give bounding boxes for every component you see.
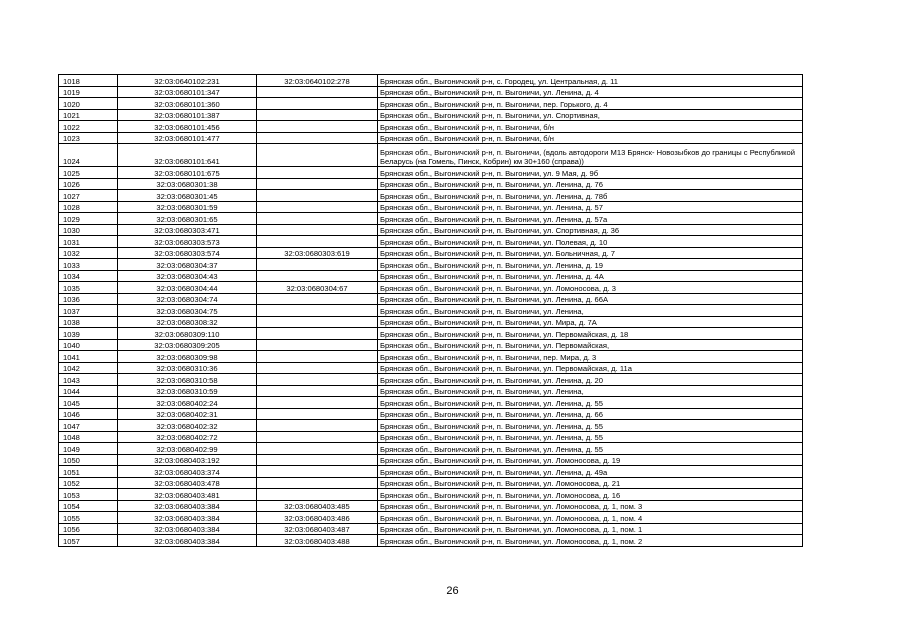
table-row — [59, 224, 803, 236]
cadastral-number-cell: 32:03:0680101:387 — [118, 109, 257, 121]
cadastral-number-cell: 32:03:0680403:374 — [118, 466, 257, 478]
related-cadastral-number-cell: 32:03:0680403:488 — [257, 535, 378, 547]
row-number-cell: 1044 — [59, 385, 118, 397]
address-cell: Брянская обл., Выгоничский р-н, п. Выгоничи, пер. Мира, д. 3 — [378, 351, 803, 363]
related-cadastral-number-cell — [257, 362, 378, 374]
cadastral-number-cell: 32:03:0680308:32 — [118, 316, 257, 328]
row-number-cell: 1038 — [59, 316, 118, 328]
table-row — [59, 109, 803, 121]
table-row — [59, 213, 803, 225]
cadastral-number-cell: 32:03:0680101:456 — [118, 121, 257, 133]
cadastral-number-cell: 32:03:0680402:32 — [118, 420, 257, 432]
address-cell: Брянская обл., Выгоничский р-н, п. Выгоничи, ул. Ленина, д. 57 — [378, 201, 803, 213]
related-cadastral-number-cell — [257, 144, 378, 167]
related-cadastral-number-cell — [257, 121, 378, 133]
related-cadastral-number-cell — [257, 98, 378, 110]
related-cadastral-number-cell — [257, 236, 378, 248]
address-cell: Брянская обл., Выгоничский р-н, п. Выгоничи, ул. Ленина, — [378, 385, 803, 397]
related-cadastral-number-cell: 32:03:0680304:67 — [257, 282, 378, 294]
row-number-cell: 1057 — [59, 535, 118, 547]
row-number-cell: 1027 — [59, 190, 118, 202]
cadastral-number-cell: 32:03:0680402:72 — [118, 431, 257, 443]
cadastral-number-cell: 32:03:0680403:384 — [118, 500, 257, 512]
table-row — [59, 293, 803, 305]
row-number-cell: 1042 — [59, 362, 118, 374]
related-cadastral-number-cell — [257, 213, 378, 225]
table-row — [59, 397, 803, 409]
row-number-cell: 1053 — [59, 489, 118, 501]
row-number-cell: 1039 — [59, 328, 118, 340]
cadastral-number-cell: 32:03:0680301:65 — [118, 213, 257, 225]
table-row — [59, 420, 803, 432]
address-cell: Брянская обл., Выгоничский р-н, п. Выгоничи, ул. Ленина, д. 55 — [378, 431, 803, 443]
address-cell: Брянская обл., Выгоничский р-н, с. Городец, ул. Центральная, д. 11 — [378, 75, 803, 87]
related-cadastral-number-cell — [257, 190, 378, 202]
related-cadastral-number-cell: 32:03:0680303:619 — [257, 247, 378, 259]
cadastral-number-cell: 32:03:0680304:44 — [118, 282, 257, 294]
related-cadastral-number-cell — [257, 397, 378, 409]
related-cadastral-number-cell — [257, 489, 378, 501]
table-row — [59, 121, 803, 133]
row-number-cell: 1029 — [59, 213, 118, 225]
address-cell: Брянская обл., Выгоничский р-н, п. Выгоничи, ул. Ленина, д. 49а — [378, 466, 803, 478]
cadastral-number-cell: 32:03:0680402:31 — [118, 408, 257, 420]
cadastral-number-cell: 32:03:0680301:45 — [118, 190, 257, 202]
table-row — [59, 201, 803, 213]
related-cadastral-number-cell — [257, 454, 378, 466]
address-cell: Брянская обл., Выгоничский р-н, п. Выгоничи, ул. Первомайская, — [378, 339, 803, 351]
related-cadastral-number-cell — [257, 259, 378, 271]
address-cell: Брянская обл., Выгоничский р-н, п. Выгоничи, ул. Ломоносова, д. 1, пом. 4 — [378, 512, 803, 524]
cadastral-number-cell: 32:03:0680310:59 — [118, 385, 257, 397]
related-cadastral-number-cell — [257, 443, 378, 455]
address-cell: Брянская обл., Выгоничский р-н, п. Выгоничи, ул. Ленина, — [378, 305, 803, 317]
table-row — [59, 305, 803, 317]
address-cell: Брянская обл., Выгоничский р-н, п. Выгоничи, ул. Ленина, д. 55 — [378, 443, 803, 455]
table-row — [59, 86, 803, 98]
related-cadastral-number-cell — [257, 374, 378, 386]
related-cadastral-number-cell: 32:03:0680403:485 — [257, 500, 378, 512]
row-number-cell: 1040 — [59, 339, 118, 351]
table-row — [59, 316, 803, 328]
related-cadastral-number-cell — [257, 224, 378, 236]
related-cadastral-number-cell — [257, 408, 378, 420]
address-cell: Брянская обл., Выгоничский р-н, п. Выгоничи, ул. Мира, д. 7А — [378, 316, 803, 328]
row-number-cell: 1046 — [59, 408, 118, 420]
table-row — [59, 535, 803, 547]
address-cell: Брянская обл., Выгоничский р-н, п. Выгоничи, ул. Ломоносова, д. 16 — [378, 489, 803, 501]
row-number-cell: 1037 — [59, 305, 118, 317]
row-number-cell: 1034 — [59, 270, 118, 282]
table-row — [59, 236, 803, 248]
row-number-cell: 1049 — [59, 443, 118, 455]
table-row — [59, 523, 803, 535]
table-body — [59, 75, 803, 547]
address-cell: Брянская обл., Выгоничский р-н, п. Выгоничи, ул. Ленина, д. 4А — [378, 270, 803, 282]
row-number-cell: 1025 — [59, 167, 118, 179]
table-row — [59, 500, 803, 512]
row-number-cell: 1026 — [59, 178, 118, 190]
address-cell: Брянская обл., Выгоничский р-н, п. Выгоничи, ул. Ленина, д. 57а — [378, 213, 803, 225]
related-cadastral-number-cell — [257, 466, 378, 478]
table-row — [59, 270, 803, 282]
related-cadastral-number-cell — [257, 305, 378, 317]
cadastral-number-cell: 32:03:0680403:478 — [118, 477, 257, 489]
cadastral-number-cell: 32:03:0680101:347 — [118, 86, 257, 98]
related-cadastral-number-cell: 32:03:0680403:487 — [257, 523, 378, 535]
related-cadastral-number-cell — [257, 201, 378, 213]
cadastral-number-cell: 32:03:0680304:75 — [118, 305, 257, 317]
address-cell: Брянская обл., Выгоничский р-н, п. Выгоничи, ул. Ломоносова, д. 1, пом. 2 — [378, 535, 803, 547]
cadastral-number-cell: 32:03:0680403:192 — [118, 454, 257, 466]
table-row — [59, 351, 803, 363]
row-number-cell: 1028 — [59, 201, 118, 213]
row-number-cell: 1023 — [59, 132, 118, 144]
row-number-cell: 1018 — [59, 75, 118, 87]
row-number-cell: 1056 — [59, 523, 118, 535]
address-cell: Брянская обл., Выгоничский р-н, п. Выгоничи, ул. Первомайская, д. 11а — [378, 362, 803, 374]
table-row — [59, 190, 803, 202]
row-number-cell: 1032 — [59, 247, 118, 259]
row-number-cell: 1036 — [59, 293, 118, 305]
address-cell: Брянская обл., Выгоничский р-н, п. Выгоничи, ул. Ломоносова, д. 21 — [378, 477, 803, 489]
address-cell: Брянская обл., Выгоничский р-н, п. Выгоничи, ул. Спортивная, д. 36 — [378, 224, 803, 236]
address-cell: Брянская обл., Выгоничский р-н, п. Выгоничи, ул. Ломоносова, д. 19 — [378, 454, 803, 466]
address-cell: Брянская обл., Выгоничский р-н, п. Выгоничи, ул. Спортивная, — [378, 109, 803, 121]
related-cadastral-number-cell — [257, 167, 378, 179]
related-cadastral-number-cell — [257, 178, 378, 190]
row-number-cell: 1054 — [59, 500, 118, 512]
related-cadastral-number-cell — [257, 328, 378, 340]
address-cell: Брянская обл., Выгоничский р-н, п. Выгоничи, ул. Ленина, д. 55 — [378, 397, 803, 409]
row-number-cell: 1048 — [59, 431, 118, 443]
cadastral-table — [58, 74, 803, 547]
row-number-cell: 1041 — [59, 351, 118, 363]
table-row — [59, 328, 803, 340]
address-cell: Брянская обл., Выгоничский р-н, п. Выгоничи, ул. Ленина, д. 66А — [378, 293, 803, 305]
address-cell: Брянская обл., Выгоничский р-н, п. Выгоничи, ул. Ленина, д. 20 — [378, 374, 803, 386]
cadastral-number-cell: 32:03:0680309:110 — [118, 328, 257, 340]
related-cadastral-number-cell — [257, 132, 378, 144]
table-row — [59, 477, 803, 489]
address-cell: Брянская обл., Выгоничский р-н, п. Выгоничи, ул. Ломоносова, д. 1, пом. 1 — [378, 523, 803, 535]
row-number-cell: 1033 — [59, 259, 118, 271]
cadastral-number-cell: 32:03:0680310:36 — [118, 362, 257, 374]
row-number-cell: 1047 — [59, 420, 118, 432]
row-number-cell: 1035 — [59, 282, 118, 294]
table-row — [59, 339, 803, 351]
table-row — [59, 132, 803, 144]
related-cadastral-number-cell — [257, 316, 378, 328]
row-number-cell: 1021 — [59, 109, 118, 121]
row-number-cell: 1043 — [59, 374, 118, 386]
related-cadastral-number-cell — [257, 385, 378, 397]
related-cadastral-number-cell — [257, 431, 378, 443]
cadastral-number-cell: 32:03:0680101:477 — [118, 132, 257, 144]
row-number-cell: 1024 — [59, 144, 118, 167]
row-number-cell: 1052 — [59, 477, 118, 489]
row-number-cell: 1019 — [59, 86, 118, 98]
row-number-cell: 1055 — [59, 512, 118, 524]
row-number-cell: 1050 — [59, 454, 118, 466]
address-cell: Брянская обл., Выгоничский р-н, п. Выгоничи, б/н — [378, 132, 803, 144]
cadastral-number-cell: 32:03:0680402:24 — [118, 397, 257, 409]
address-cell: Брянская обл., Выгоничский р-н, п. Выгоничи, ул. Ленина, д. 76 — [378, 178, 803, 190]
table-row — [59, 167, 803, 179]
row-number-cell: 1051 — [59, 466, 118, 478]
row-number-cell: 1031 — [59, 236, 118, 248]
row-number-cell: 1030 — [59, 224, 118, 236]
related-cadastral-number-cell — [257, 339, 378, 351]
table-row — [59, 144, 803, 167]
address-cell: Брянская обл., Выгоничский р-н, п. Выгоничи, ул. Больничная, д. 7 — [378, 247, 803, 259]
table-row — [59, 489, 803, 501]
cadastral-number-cell: 32:03:0680301:59 — [118, 201, 257, 213]
page-number: 26 — [446, 585, 459, 597]
address-cell: Брянская обл., Выгоничский р-н, п. Выгоничи, ул. Ломоносова, д. 3 — [378, 282, 803, 294]
row-number-cell: 1022 — [59, 121, 118, 133]
cadastral-number-cell: 32:03:0680303:471 — [118, 224, 257, 236]
cadastral-number-cell: 32:03:0680309:98 — [118, 351, 257, 363]
cadastral-number-cell: 32:03:0680101:360 — [118, 98, 257, 110]
related-cadastral-number-cell — [257, 293, 378, 305]
table-row — [59, 362, 803, 374]
address-cell: Брянская обл., Выгоничский р-н, п. Выгоничи, ул. Ломоносова, д. 1, пом. 3 — [378, 500, 803, 512]
table-row — [59, 385, 803, 397]
related-cadastral-number-cell — [257, 270, 378, 282]
address-cell: Брянская обл., Выгоничский р-н, п. Выгоничи, ул. Ленина, д. 19 — [378, 259, 803, 271]
cadastral-number-cell: 32:03:0680403:384 — [118, 535, 257, 547]
address-cell: Брянская обл., Выгоничский р-н, п. Выгоничи, ул. Ленина, д. 4 — [378, 86, 803, 98]
related-cadastral-number-cell — [257, 477, 378, 489]
table-row — [59, 512, 803, 524]
table-row — [59, 247, 803, 259]
cadastral-number-cell: 32:03:0680310:58 — [118, 374, 257, 386]
related-cadastral-number-cell — [257, 86, 378, 98]
cadastral-number-cell: 32:03:0680303:574 — [118, 247, 257, 259]
related-cadastral-number-cell: 32:03:0640102:278 — [257, 75, 378, 87]
cadastral-number-cell: 32:03:0680301:38 — [118, 178, 257, 190]
address-cell: Брянская обл., Выгоничский р-н, п. Выгоничи, ул. Ленина, д. 66 — [378, 408, 803, 420]
table-row — [59, 259, 803, 271]
address-cell: Брянская обл., Выгоничский р-н, п. Выгоничи, пер. Горького, д. 4 — [378, 98, 803, 110]
cadastral-number-cell: 32:03:0680309:205 — [118, 339, 257, 351]
cadastral-number-cell: 32:03:0680403:384 — [118, 523, 257, 535]
address-cell: Брянская обл., Выгоничский р-н, п. Выгоничи, ул. Ленина, д. 55 — [378, 420, 803, 432]
table-row — [59, 454, 803, 466]
cadastral-number-cell: 32:03:0680403:384 — [118, 512, 257, 524]
table-row — [59, 443, 803, 455]
cadastral-number-cell: 32:03:0680101:641 — [118, 144, 257, 167]
cadastral-number-cell: 32:03:0680304:74 — [118, 293, 257, 305]
table-row — [59, 466, 803, 478]
related-cadastral-number-cell: 32:03:0680403:486 — [257, 512, 378, 524]
related-cadastral-number-cell — [257, 109, 378, 121]
cadastral-number-cell: 32:03:0680304:43 — [118, 270, 257, 282]
address-cell: Брянская обл., Выгоничский р-н, п. Выгоничи, б/н — [378, 121, 803, 133]
cadastral-number-cell: 32:03:0680303:573 — [118, 236, 257, 248]
row-number-cell: 1020 — [59, 98, 118, 110]
address-cell: Брянская обл., Выгоничский р-н, п. Выгоничи, ул. Полевая, д. 10 — [378, 236, 803, 248]
table-row — [59, 75, 803, 87]
address-cell: Брянская обл., Выгоничский р-н, п. Выгоничи, ул. Первомайская, д. 18 — [378, 328, 803, 340]
cadastral-number-cell: 32:03:0680402:99 — [118, 443, 257, 455]
related-cadastral-number-cell — [257, 351, 378, 363]
address-cell: Брянская обл., Выгоничский р-н, п. Выгоничи, ул. 9 Мая, д. 9б — [378, 167, 803, 179]
table-row — [59, 431, 803, 443]
table-row — [59, 374, 803, 386]
cadastral-number-cell: 32:03:0680403:481 — [118, 489, 257, 501]
address-cell: Брянская обл., Выгоничский р-н, п. Выгоничи, (вдоль автодороги М13 Брянск- Новозыбков до границы с Республикой Беларусь (на Гомель, Пинск, Кобрин) км 30+160 (справа)) — [378, 144, 803, 167]
address-cell: Брянская обл., Выгоничский р-н, п. Выгоничи, ул. Ленина, д. 78б — [378, 190, 803, 202]
table-row — [59, 98, 803, 110]
table-row — [59, 178, 803, 190]
cadastral-number-cell: 32:03:0680304:37 — [118, 259, 257, 271]
cadastral-number-cell: 32:03:0640102:231 — [118, 75, 257, 87]
table-row — [59, 282, 803, 294]
related-cadastral-number-cell — [257, 420, 378, 432]
row-number-cell: 1045 — [59, 397, 118, 409]
cadastral-number-cell: 32:03:0680101:675 — [118, 167, 257, 179]
table-row — [59, 408, 803, 420]
